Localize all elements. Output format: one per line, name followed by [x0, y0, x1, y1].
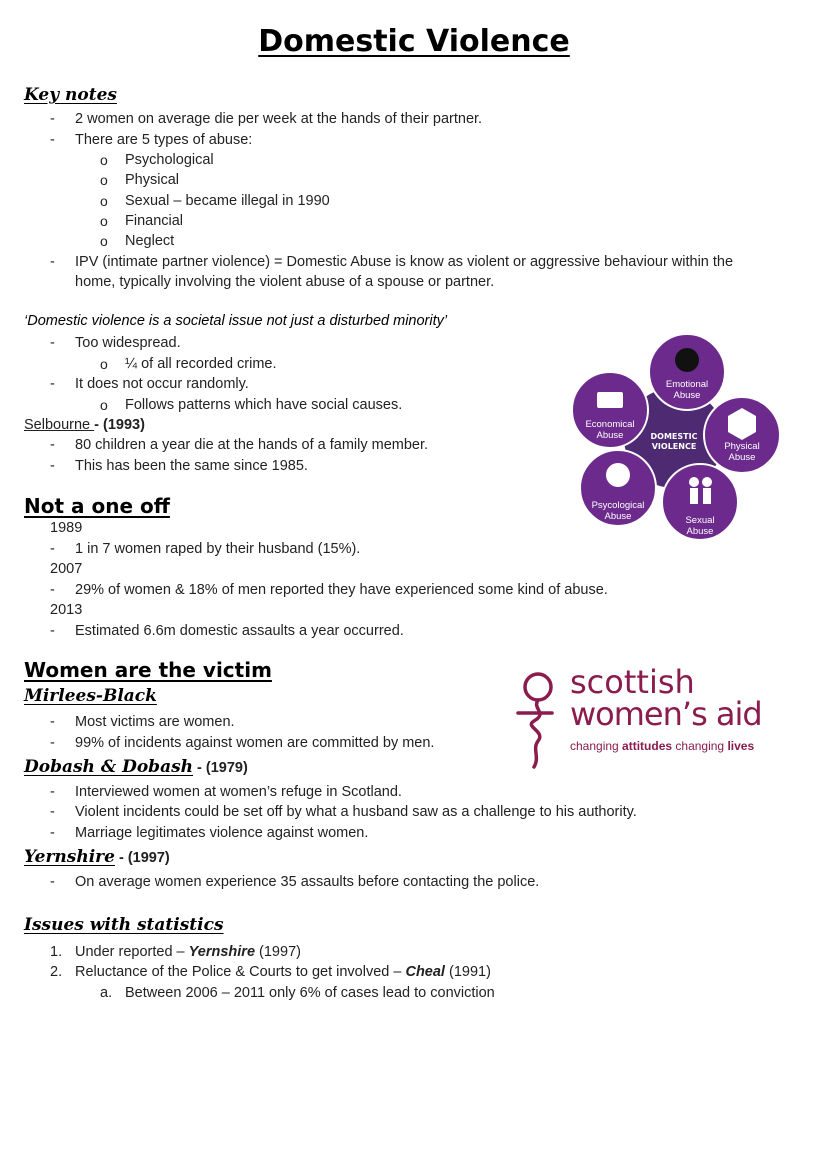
- bullet-dash: -: [50, 623, 55, 639]
- bullet-circle: o: [100, 233, 108, 249]
- ipv-definition-line-1: IPV (intimate partner violence) = Domestic Abuse is know as violent or aggressive behaviour within the: [75, 254, 734, 270]
- key-note-1: 2 women on average die per week at the hands of their partner.: [75, 111, 483, 127]
- physical-abuse-node: [704, 397, 780, 473]
- bullet-dash: -: [50, 825, 55, 841]
- key-notes-heading: Key notes: [24, 85, 117, 105]
- bullet-dash: -: [50, 111, 55, 127]
- dobash-point-1: Interviewed women at women’s refuge in Scotland.: [75, 784, 402, 800]
- logo-line-2: women’s aid: [570, 695, 762, 733]
- sexual-abuse-node: [662, 464, 738, 540]
- fact-1989: 1 in 7 women raped by their husband (15%).: [75, 541, 361, 557]
- issue-2-subpoint: Between 2006 – 2011 only 6% of cases lead to conviction: [125, 985, 495, 1001]
- societal-subpoint-2: Follows patterns which have social causes.: [125, 397, 403, 413]
- domestic-violence-diagram: [570, 330, 785, 545]
- economical-label-2: Abuse: [596, 430, 624, 441]
- psycological-label-2: Abuse: [604, 511, 632, 522]
- bullet-dash: -: [50, 132, 55, 148]
- selbourne-reference: Selbourne - (1993): [24, 417, 145, 433]
- mirlees-black-heading: Mirlees-Black: [24, 686, 157, 706]
- bullet-circle: o: [100, 397, 108, 413]
- issue-1: Under reported – Yernshire (1997): [75, 944, 301, 960]
- person-icon: [702, 477, 712, 487]
- sexual-label-1: Sexual: [685, 515, 715, 526]
- abuse-type: Sexual – became illegal in 1990: [125, 193, 330, 209]
- mirlees-point-1: Most victims are women.: [75, 714, 235, 730]
- selbourne-point-2: This has been the same since 1985.: [75, 458, 308, 474]
- bullet-circle: o: [100, 193, 108, 209]
- fact-2013: Estimated 6.6m domestic assaults a year occurred.: [75, 623, 404, 639]
- bullet-dash: -: [50, 582, 55, 598]
- bullet-circle: o: [100, 152, 108, 168]
- logo-tagline: changing attitudes changing lives: [570, 739, 755, 753]
- abuse-type: Physical: [125, 172, 179, 188]
- person-body-icon: [690, 488, 698, 504]
- issue-2: Reluctance of the Police & Courts to get involved – Cheal (1991): [75, 964, 491, 980]
- dobash-point-2: Violent incidents could be set off by what a husband saw as a challenge to his authority.: [75, 804, 637, 820]
- bullet-dash: -: [50, 376, 55, 392]
- issues-heading: Issues with statistics: [24, 915, 224, 935]
- bullet-dash: -: [50, 804, 55, 820]
- yernshire-point-1: On average women experience 35 assaults before contacting the police.: [75, 874, 540, 890]
- year-1989: 1989: [50, 520, 83, 536]
- societal-point-2: It does not occur randomly.: [75, 376, 249, 392]
- issue-number-1: 1.: [50, 944, 63, 960]
- bullet-circle: o: [100, 172, 108, 188]
- diagram-center-label-2: VIOLENCE: [651, 442, 697, 451]
- bullet-circle: o: [100, 356, 108, 372]
- yernshire-reference: Yernshire - (1997): [24, 847, 170, 867]
- bullet-dash: -: [50, 874, 55, 890]
- societal-subpoint-1: ¼ of all recorded crime.: [125, 356, 277, 372]
- abuse-type: Neglect: [125, 233, 175, 249]
- physical-label-2: Abuse: [728, 452, 756, 463]
- head-icon: [606, 463, 630, 487]
- psycological-abuse-node: [580, 450, 656, 526]
- bullet-dash: -: [50, 335, 55, 351]
- year-2007: 2007: [50, 561, 83, 577]
- ipv-definition-line-2: home, typically involving the violent abuse of a spouse or partner.: [75, 274, 495, 290]
- bullet-dash: -: [50, 437, 55, 453]
- womens-aid-symbol-icon: [512, 669, 562, 769]
- societal-quote: ‘Domestic violence is a societal issue not just a disturbed minority’: [24, 313, 448, 329]
- bullet-circle: o: [100, 213, 108, 229]
- emotional-label-1: Emotional: [665, 379, 709, 390]
- emotional-abuse-node: [649, 334, 725, 410]
- scottish-womens-aid-logo: [512, 665, 772, 770]
- emotional-person-icon: [675, 348, 699, 372]
- bullet-dash: -: [50, 784, 55, 800]
- economical-abuse-node: [572, 372, 648, 448]
- sexual-label-2: Abuse: [686, 526, 714, 537]
- abuse-type: Financial: [125, 213, 184, 229]
- fact-2007: 29% of women & 18% of men reported they have experienced some kind of abuse.: [75, 582, 608, 598]
- bullet-dash: -: [50, 735, 55, 751]
- wallet-icon: [597, 392, 623, 408]
- societal-point-1: Too widespread.: [75, 335, 181, 351]
- dobash-reference: Dobash & Dobash - (1979): [24, 757, 248, 777]
- person-icon: [689, 477, 699, 487]
- bullet-dash: -: [50, 458, 55, 474]
- issue-letter-a: a.: [100, 985, 113, 1001]
- bullet-dash: -: [50, 254, 55, 270]
- diagram-center-label-1: DOMESTIC: [650, 432, 698, 441]
- selbourne-point-1: 80 children a year die at the hands of a family member.: [75, 437, 429, 453]
- physical-label-1: Physical: [724, 441, 760, 452]
- abuse-type: Psychological: [125, 152, 214, 168]
- not-one-off-heading: Not a one off: [24, 494, 170, 518]
- dobash-point-3: Marriage legitimates violence against women.: [75, 825, 369, 841]
- bullet-dash: -: [50, 541, 55, 557]
- mirlees-point-2: 99% of incidents against women are committed by men.: [75, 735, 435, 751]
- economical-label-1: Economical: [585, 419, 635, 430]
- page-title: Domestic Violence: [258, 24, 570, 59]
- person-body-icon: [703, 488, 711, 504]
- issue-number-2: 2.: [50, 964, 63, 980]
- key-note-2: There are 5 types of abuse:: [75, 132, 253, 148]
- women-victim-heading: Women are the victim: [24, 658, 272, 682]
- psycological-label-1: Psycological: [591, 500, 645, 511]
- logo-line-1: scottish: [570, 663, 695, 701]
- year-2013: 2013: [50, 602, 83, 618]
- emotional-label-2: Abuse: [673, 390, 701, 401]
- bullet-dash: -: [50, 714, 55, 730]
